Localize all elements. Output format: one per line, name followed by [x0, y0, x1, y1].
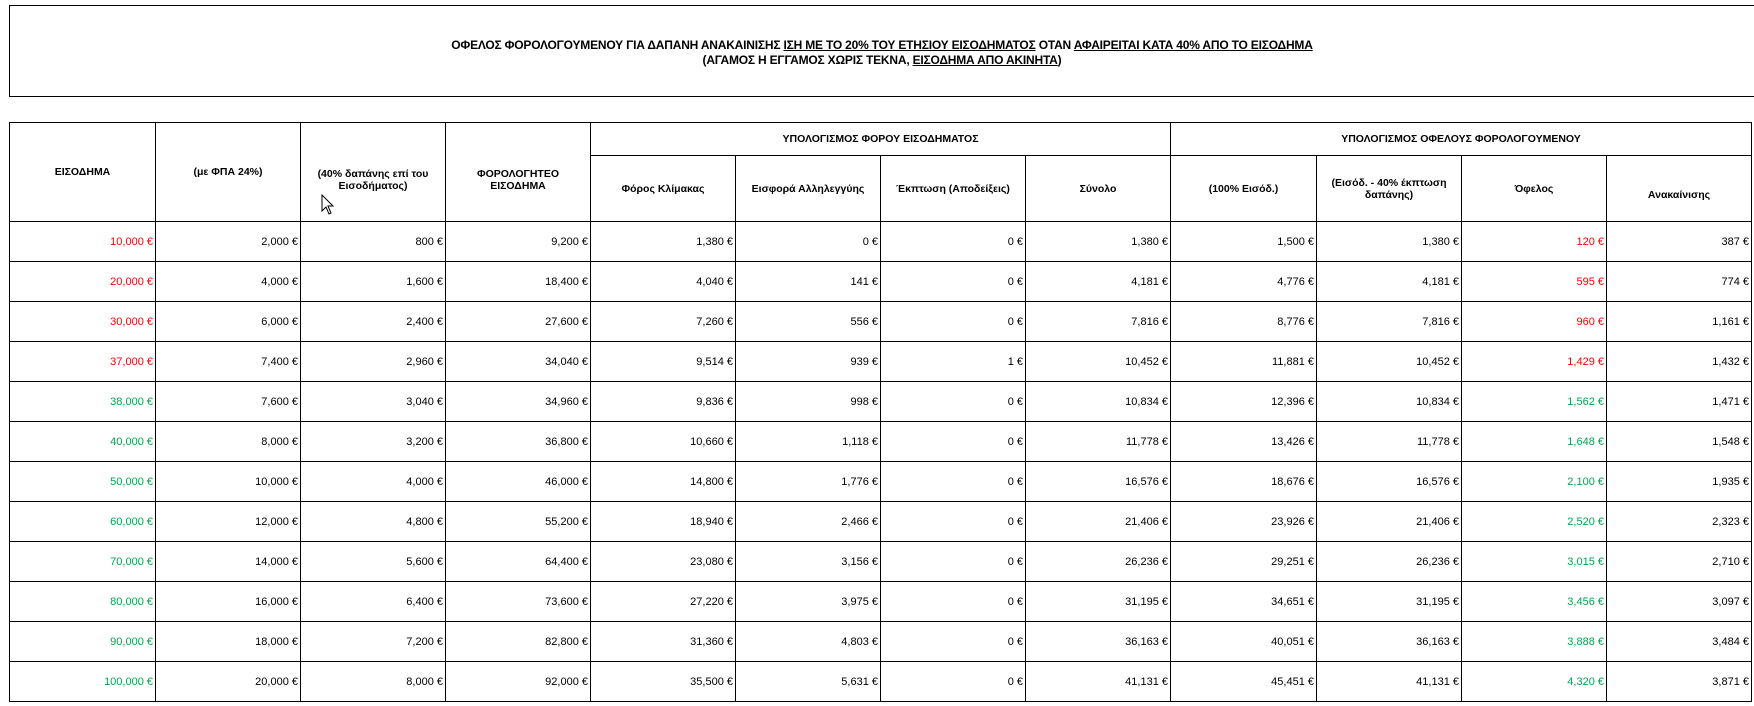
income-minus-cell[interactable]: 4,181 €	[1317, 262, 1462, 302]
income-cell[interactable]: 30,000 €	[10, 302, 156, 342]
expense-cell[interactable]: 6,400 €	[301, 582, 446, 622]
title-underlined-segment: ΕΙΣΟΔΗΜΑ ΑΠΟ ΑΚΙΝΗΤΑ	[912, 53, 1058, 67]
expense-cell[interactable]: 5,600 €	[301, 542, 446, 582]
vat-cell[interactable]: 14,000 €	[156, 542, 301, 582]
income-cell[interactable]: 37,000 €	[10, 342, 156, 382]
full-income-cell[interactable]: 40,051 €	[1171, 622, 1317, 662]
taxable-cell[interactable]: 34,040 €	[446, 342, 591, 382]
scale-tax-cell[interactable]: 7,260 €	[591, 302, 736, 342]
expense-cell[interactable]: 4,000 €	[301, 462, 446, 502]
expense-cell[interactable]: 4,800 €	[301, 502, 446, 542]
renovation-cell[interactable]: 1,935 €	[1607, 462, 1752, 502]
full-income-cell[interactable]: 1,500 €	[1171, 222, 1317, 262]
header-taxable[interactable]: ΦΟΡΟΛΟΓΗΤΕΟ ΕΙΣΟΔΗΜΑ	[446, 123, 591, 222]
benefit-cell[interactable]: 595 €	[1462, 262, 1607, 302]
table-row	[10, 262, 1752, 302]
taxable-cell[interactable]: 92,000 €	[446, 662, 591, 702]
deduction-cell[interactable]: 0 €	[881, 542, 1026, 582]
title-text-segment: )	[1057, 53, 1062, 67]
expense-cell[interactable]: 2,960 €	[301, 342, 446, 382]
deduction-cell[interactable]: 0 €	[881, 222, 1026, 262]
taxable-cell[interactable]: 36,800 €	[446, 422, 591, 462]
benefit-cell[interactable]: 960 €	[1462, 302, 1607, 342]
taxable-cell[interactable]: 46,000 €	[446, 462, 591, 502]
income-cell[interactable]: 10,000 €	[10, 222, 156, 262]
total-cell[interactable]: 21,406 €	[1026, 502, 1171, 542]
title-line-1	[10, 38, 1754, 53]
income-cell[interactable]: 80,000 €	[10, 582, 156, 622]
income-cell[interactable]: 50,000 €	[10, 462, 156, 502]
benefit-cell[interactable]: 1,429 €	[1462, 342, 1607, 382]
scale-tax-cell[interactable]: 4,040 €	[591, 262, 736, 302]
scale-tax-cell[interactable]: 10,660 €	[591, 422, 736, 462]
renovation-cell[interactable]: 387 €	[1607, 222, 1752, 262]
mouse-pointer-icon	[321, 194, 335, 216]
total-cell[interactable]: 4,181 €	[1026, 262, 1171, 302]
solidarity-cell[interactable]: 998 €	[736, 382, 881, 422]
benefit-cell[interactable]: 4,320 €	[1462, 662, 1607, 702]
title-text-segment: ΟΤΑΝ	[1035, 38, 1074, 52]
income-cell[interactable]: 100,000 €	[10, 662, 156, 702]
vat-cell[interactable]: 8,000 €	[156, 422, 301, 462]
income-minus-cell[interactable]: 26,236 €	[1317, 542, 1462, 582]
benefit-cell[interactable]: 3,015 €	[1462, 542, 1607, 582]
deduction-cell[interactable]: 0 €	[881, 422, 1026, 462]
deduction-cell[interactable]: 0 €	[881, 622, 1026, 662]
deduction-cell[interactable]: 0 €	[881, 502, 1026, 542]
solidarity-cell[interactable]: 1,776 €	[736, 462, 881, 502]
solidarity-cell[interactable]: 5,631 €	[736, 662, 881, 702]
income-minus-cell[interactable]: 21,406 €	[1317, 502, 1462, 542]
expense-cell[interactable]: 800 €	[301, 222, 446, 262]
income-cell[interactable]: 90,000 €	[10, 622, 156, 662]
renovation-cell[interactable]: 1,548 €	[1607, 422, 1752, 462]
scale-tax-cell[interactable]: 23,080 €	[591, 542, 736, 582]
total-cell[interactable]: 11,778 €	[1026, 422, 1171, 462]
renovation-cell[interactable]: 3,097 €	[1607, 582, 1752, 622]
solidarity-cell[interactable]: 2,466 €	[736, 502, 881, 542]
benefit-cell[interactable]: 2,100 €	[1462, 462, 1607, 502]
solidarity-cell[interactable]: 4,803 €	[736, 622, 881, 662]
taxable-cell[interactable]: 34,960 €	[446, 382, 591, 422]
income-cell[interactable]: 60,000 €	[10, 502, 156, 542]
header-scale-tax[interactable]: Φόρος Κλίμακας	[591, 156, 736, 222]
header-vat[interactable]: (με ΦΠΑ 24%)	[156, 123, 301, 222]
income-cell[interactable]: 20,000 €	[10, 262, 156, 302]
page-title	[10, 38, 1754, 68]
income-cell[interactable]: 70,000 €	[10, 542, 156, 582]
income-minus-cell[interactable]: 31,195 €	[1317, 582, 1462, 622]
vat-cell[interactable]: 20,000 €	[156, 662, 301, 702]
deduction-cell[interactable]: 0 €	[881, 662, 1026, 702]
table-row	[10, 222, 1752, 262]
benefit-cell[interactable]: 1,562 €	[1462, 382, 1607, 422]
table-row	[10, 542, 1752, 582]
title-text-segment: (ΑΓΑΜΟΣ Η ΕΓΓΑΜΟΣ ΧΩΡΙΣ ΤΕΚΝΑ,	[702, 53, 913, 67]
expense-cell[interactable]: 3,040 €	[301, 382, 446, 422]
benefit-cell[interactable]: 2,520 €	[1462, 502, 1607, 542]
benefit-cell[interactable]: 3,456 €	[1462, 582, 1607, 622]
renovation-cell[interactable]: 1,471 €	[1607, 382, 1752, 422]
table-row	[10, 662, 1752, 702]
renovation-cell[interactable]: 1,432 €	[1607, 342, 1752, 382]
taxable-cell[interactable]: 18,400 €	[446, 262, 591, 302]
full-income-cell[interactable]: 45,451 €	[1171, 662, 1317, 702]
vat-cell[interactable]: 6,000 €	[156, 302, 301, 342]
full-income-cell[interactable]: 11,881 €	[1171, 342, 1317, 382]
header-solidarity[interactable]: Εισφορά Αλληλεγγύης	[736, 156, 881, 222]
full-income-cell[interactable]: 18,676 €	[1171, 462, 1317, 502]
header-income-minus[interactable]: (Εισόδ. - 40% έκπτωση δαπάνης)	[1317, 156, 1462, 222]
taxable-cell[interactable]: 73,600 €	[446, 582, 591, 622]
taxable-cell[interactable]: 82,800 €	[446, 622, 591, 662]
total-cell[interactable]: 36,163 €	[1026, 622, 1171, 662]
expense-cell[interactable]: 7,200 €	[301, 622, 446, 662]
full-income-cell[interactable]: 13,426 €	[1171, 422, 1317, 462]
scale-tax-cell[interactable]: 35,500 €	[591, 662, 736, 702]
deduction-cell[interactable]: 0 €	[881, 302, 1026, 342]
renovation-cell[interactable]: 1,161 €	[1607, 302, 1752, 342]
vat-cell[interactable]: 10,000 €	[156, 462, 301, 502]
total-cell[interactable]: 16,576 €	[1026, 462, 1171, 502]
taxable-cell[interactable]: 55,200 €	[446, 502, 591, 542]
vat-cell[interactable]: 12,000 €	[156, 502, 301, 542]
vat-cell[interactable]: 18,000 €	[156, 622, 301, 662]
table-row	[10, 622, 1752, 662]
header-expense40[interactable]: (40% δαπάνης επί του Εισοδήματος)	[301, 123, 446, 222]
table-row	[10, 462, 1752, 502]
income-minus-cell[interactable]: 36,163 €	[1317, 622, 1462, 662]
renovation-cell[interactable]: 2,323 €	[1607, 502, 1752, 542]
solidarity-cell[interactable]: 939 €	[736, 342, 881, 382]
full-income-cell[interactable]: 4,776 €	[1171, 262, 1317, 302]
total-cell[interactable]: 10,834 €	[1026, 382, 1171, 422]
table-row	[10, 582, 1752, 622]
expense-cell[interactable]: 1,600 €	[301, 262, 446, 302]
benefit-cell[interactable]: 120 €	[1462, 222, 1607, 262]
tax-table	[9, 122, 1752, 702]
title-underlined-segment: ΙΣΗ ΜΕ ΤΟ 20% ΤΟΥ ΕΤΗΣΙΟΥ ΕΙΣΟΔΗΜΑΤΟΣ	[783, 38, 1036, 52]
full-income-cell[interactable]: 8,776 €	[1171, 302, 1317, 342]
table-row	[10, 422, 1752, 462]
expense-cell[interactable]: 3,200 €	[301, 422, 446, 462]
vat-cell[interactable]: 16,000 €	[156, 582, 301, 622]
deduction-cell[interactable]: 0 €	[881, 382, 1026, 422]
income-minus-cell[interactable]: 11,778 €	[1317, 422, 1462, 462]
title-box	[9, 5, 1754, 97]
table-row	[10, 342, 1752, 382]
total-cell[interactable]: 41,131 €	[1026, 662, 1171, 702]
expense-cell[interactable]: 2,400 €	[301, 302, 446, 342]
title-line-2	[10, 53, 1754, 68]
table-row	[10, 302, 1752, 342]
taxable-cell[interactable]: 64,400 €	[446, 542, 591, 582]
header-deduction[interactable]: Έκπτωση (Αποδείξεις)	[881, 156, 1026, 222]
scale-tax-cell[interactable]: 31,360 €	[591, 622, 736, 662]
vat-cell[interactable]: 4,000 €	[156, 262, 301, 302]
header-total[interactable]: Σύνολο	[1026, 156, 1171, 222]
title-text-segment: ΟΦΕΛΟΣ ΦΟΡΟΛΟΓΟΥΜΕΝΟΥ ΓΙΑ ΔΑΠΑΝΗ ΑΝΑΚΑΙΝΙΣΗΣ	[451, 38, 784, 52]
header-full-income[interactable]: (100% Εισόδ.)	[1171, 156, 1317, 222]
scale-tax-cell[interactable]: 27,220 €	[591, 582, 736, 622]
income-minus-cell[interactable]: 10,834 €	[1317, 382, 1462, 422]
scale-tax-cell[interactable]: 18,940 €	[591, 502, 736, 542]
header-income[interactable]: ΕΙΣΟΔΗΜΑ	[10, 123, 156, 222]
total-cell[interactable]: 1,380 €	[1026, 222, 1171, 262]
expense-cell[interactable]: 8,000 €	[301, 662, 446, 702]
income-minus-cell[interactable]: 10,452 €	[1317, 342, 1462, 382]
table-row	[10, 502, 1752, 542]
solidarity-cell[interactable]: 1,118 €	[736, 422, 881, 462]
taxable-cell[interactable]: 9,200 €	[446, 222, 591, 262]
income-minus-cell[interactable]: 41,131 €	[1317, 662, 1462, 702]
income-minus-cell[interactable]: 16,576 €	[1317, 462, 1462, 502]
deduction-cell[interactable]: 0 €	[881, 462, 1026, 502]
header-group-tax[interactable]: ΥΠΟΛΟΓΙΣΜΟΣ ΦΟΡΟΥ ΕΙΣΟΔΗΜΑΤΟΣ	[591, 123, 1171, 156]
full-income-cell[interactable]: 23,926 €	[1171, 502, 1317, 542]
solidarity-cell[interactable]: 3,975 €	[736, 582, 881, 622]
solidarity-cell[interactable]: 141 €	[736, 262, 881, 302]
vat-cell[interactable]: 7,400 €	[156, 342, 301, 382]
scale-tax-cell[interactable]: 9,836 €	[591, 382, 736, 422]
title-underlined-segment: ΑΦΑΙΡΕΙΤΑΙ ΚΑΤΑ 40% ΑΠΟ ΤΟ ΕΙΣΟΔΗΜΑ	[1073, 38, 1313, 52]
total-cell[interactable]: 10,452 €	[1026, 342, 1171, 382]
deduction-cell[interactable]: 0 €	[881, 582, 1026, 622]
full-income-cell[interactable]: 12,396 €	[1171, 382, 1317, 422]
renovation-cell[interactable]: 2,710 €	[1607, 542, 1752, 582]
income-cell[interactable]: 40,000 €	[10, 422, 156, 462]
income-minus-cell[interactable]: 1,380 €	[1317, 222, 1462, 262]
scale-tax-cell[interactable]: 9,514 €	[591, 342, 736, 382]
income-cell[interactable]: 38,000 €	[10, 382, 156, 422]
scale-tax-cell[interactable]: 1,380 €	[591, 222, 736, 262]
solidarity-cell[interactable]: 0 €	[736, 222, 881, 262]
vat-cell[interactable]: 7,600 €	[156, 382, 301, 422]
renovation-cell[interactable]: 3,871 €	[1607, 662, 1752, 702]
solidarity-cell[interactable]: 3,156 €	[736, 542, 881, 582]
header-renovation[interactable]: Ανακαίνισης	[1607, 156, 1752, 222]
total-cell[interactable]: 7,816 €	[1026, 302, 1171, 342]
full-income-cell[interactable]: 34,651 €	[1171, 582, 1317, 622]
total-cell[interactable]: 26,236 €	[1026, 542, 1171, 582]
table-body	[10, 222, 1752, 702]
benefit-cell[interactable]: 3,888 €	[1462, 622, 1607, 662]
scale-tax-cell[interactable]: 14,800 €	[591, 462, 736, 502]
deduction-cell[interactable]: 1 €	[881, 342, 1026, 382]
header-group-benefit[interactable]: ΥΠΟΛΟΓΙΣΜΟΣ ΟΦΕΛΟΥΣ ΦΟΡΟΛΟΓΟΥΜΕΝΟΥ	[1171, 123, 1752, 156]
benefit-cell[interactable]: 1,648 €	[1462, 422, 1607, 462]
taxable-cell[interactable]: 27,600 €	[446, 302, 591, 342]
header-benefit[interactable]: Όφελος	[1462, 156, 1607, 222]
renovation-cell[interactable]: 774 €	[1607, 262, 1752, 302]
vat-cell[interactable]: 2,000 €	[156, 222, 301, 262]
deduction-cell[interactable]: 0 €	[881, 262, 1026, 302]
full-income-cell[interactable]: 29,251 €	[1171, 542, 1317, 582]
total-cell[interactable]: 31,195 €	[1026, 582, 1171, 622]
income-minus-cell[interactable]: 7,816 €	[1317, 302, 1462, 342]
renovation-cell[interactable]: 3,484 €	[1607, 622, 1752, 662]
table-row	[10, 382, 1752, 422]
solidarity-cell[interactable]: 556 €	[736, 302, 881, 342]
